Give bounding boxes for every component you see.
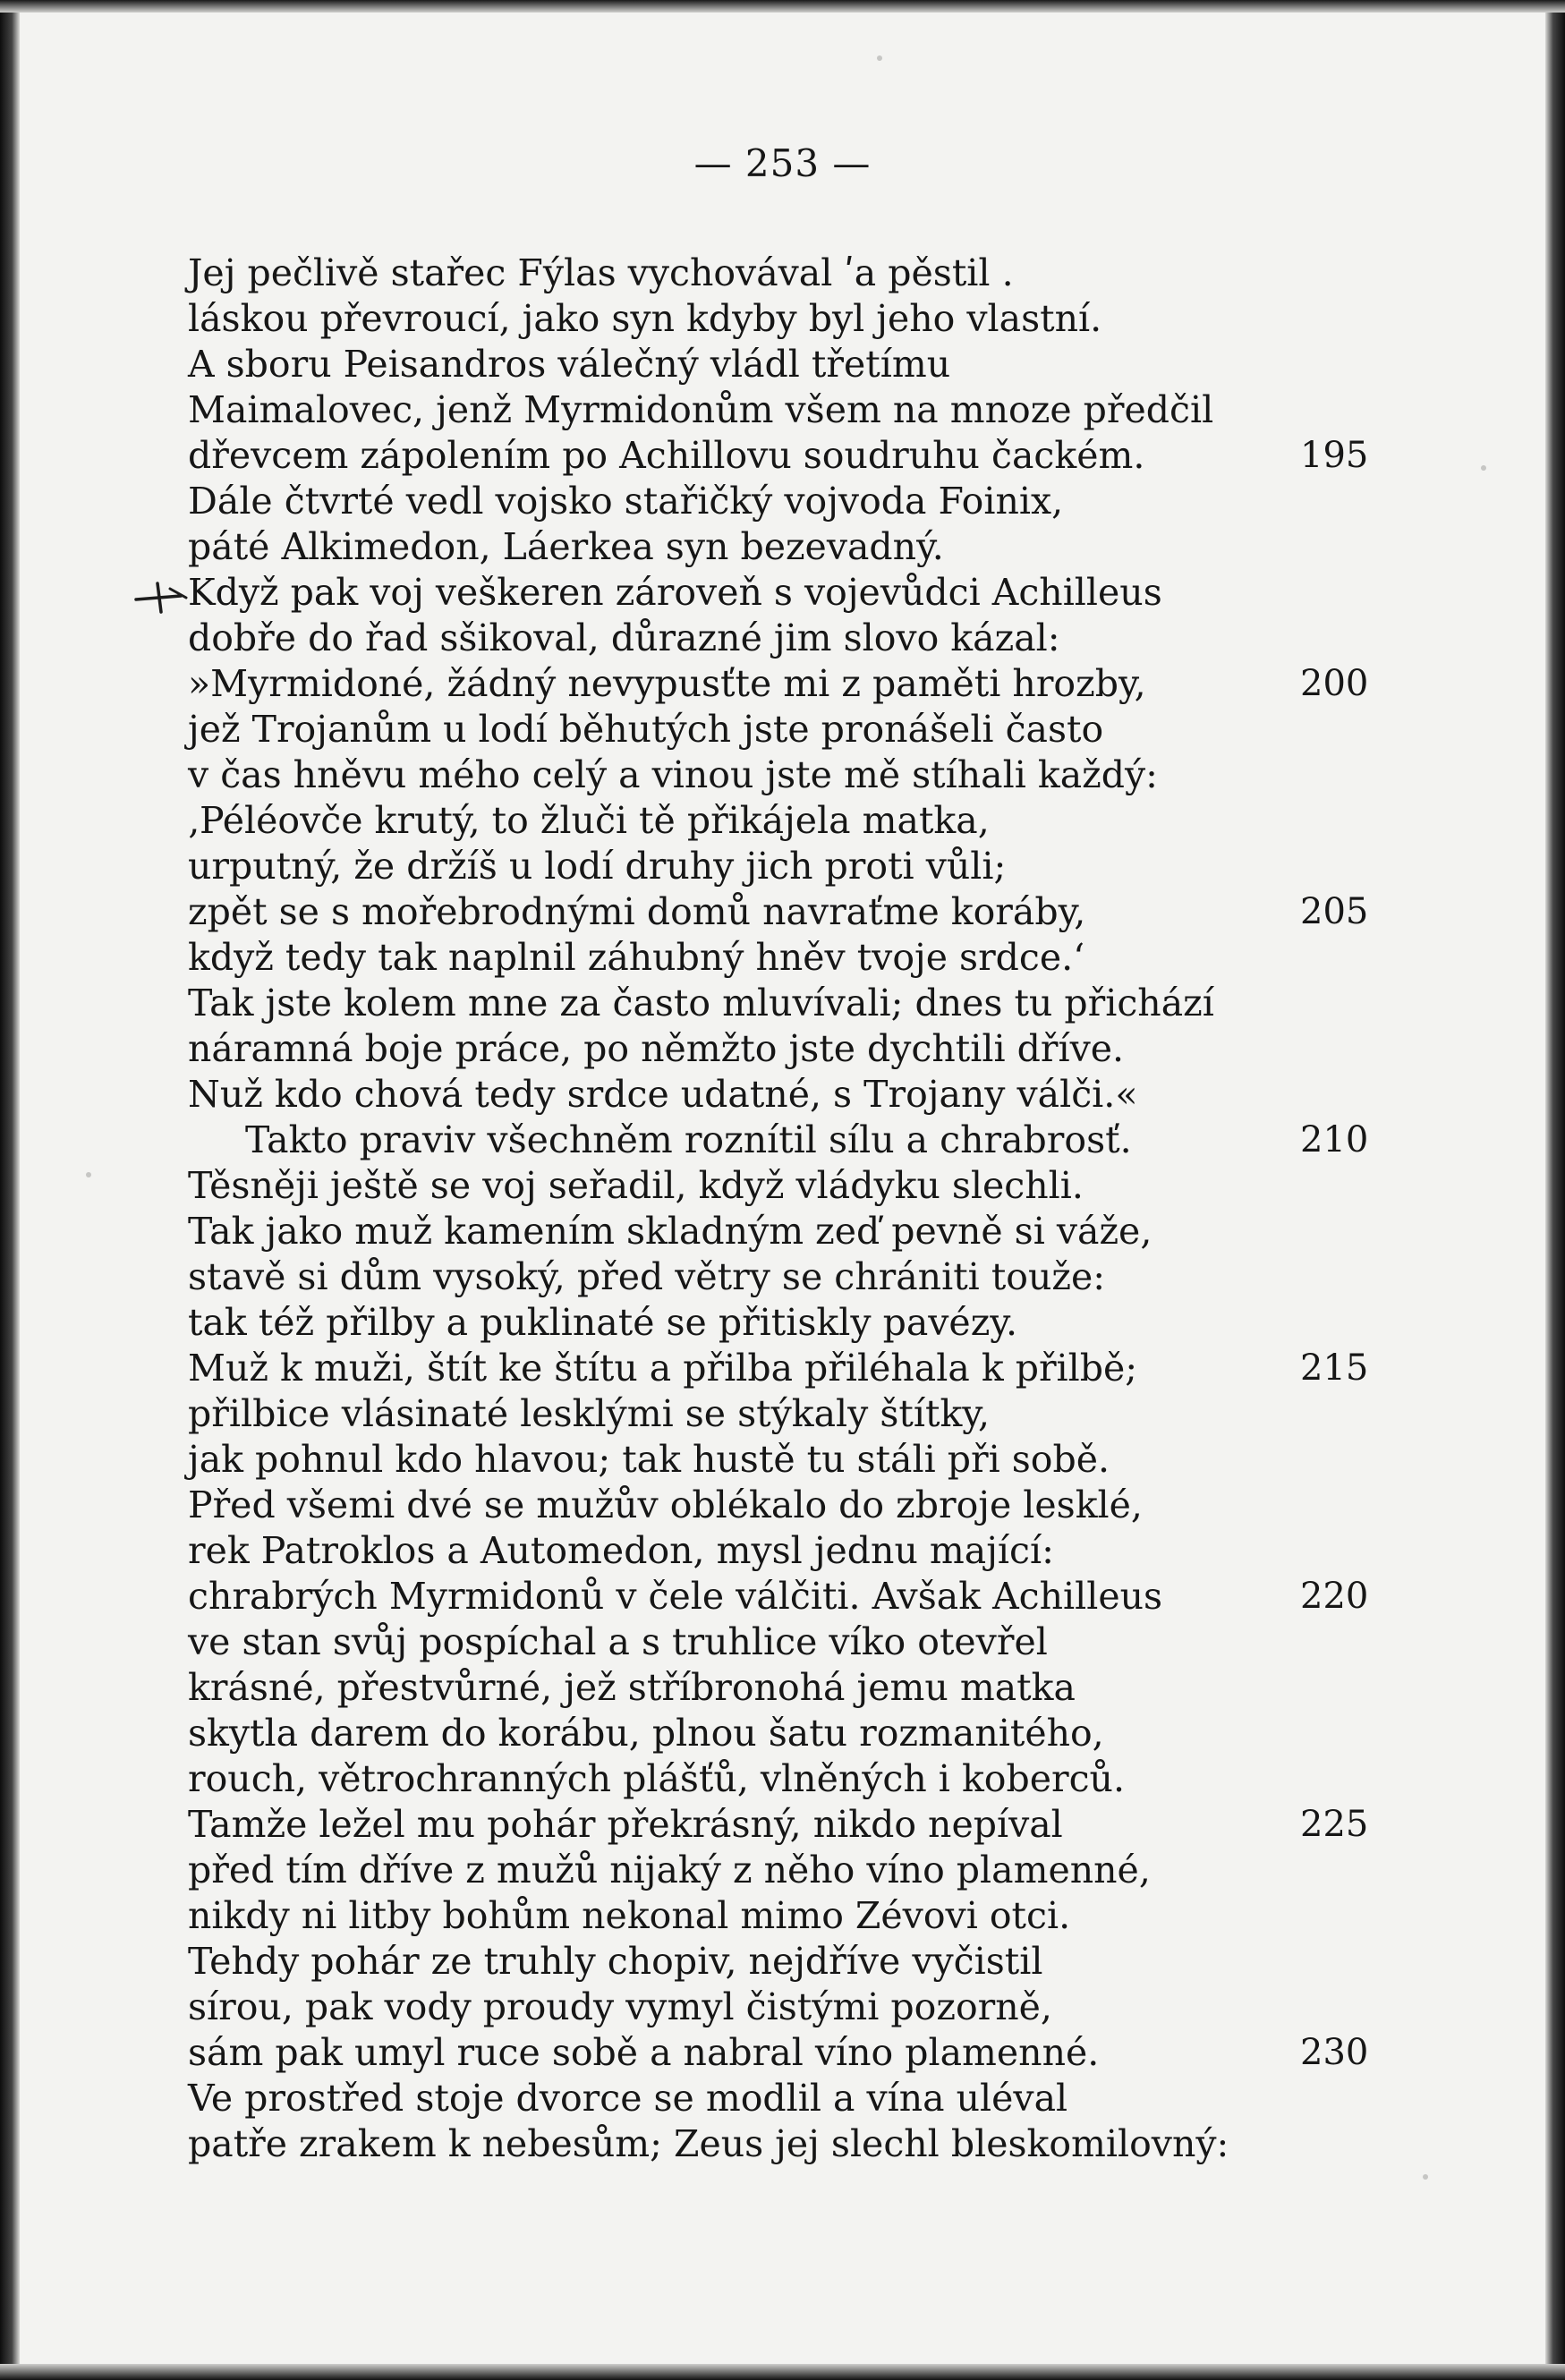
verse-line: [188, 661, 1378, 707]
verse-line: [188, 844, 1378, 889]
verse-line: [188, 889, 1378, 935]
verse-text: v čas hněvu mého celý a vinou jste mě stíhali každý:: [188, 753, 1158, 796]
verse-line: [188, 798, 1378, 844]
verse-line: [188, 1985, 1378, 2030]
verse-line: [188, 2030, 1378, 2076]
verse-text: A sboru Peisandros válečný vládl třetímu: [188, 343, 951, 386]
line-number: 225: [1300, 1804, 1369, 1845]
verse-text: Takto praviv všechněm roznítil sílu a chrabrosť.: [245, 1118, 1132, 1161]
verse-line: [188, 2121, 1378, 2167]
verse-text: chrabrých Myrmidonů v čele válčiti. Avšak Achilleus: [188, 1575, 1163, 1618]
verse-line: [188, 1437, 1378, 1483]
verse-line: [188, 479, 1378, 524]
verse-text: urputný, že držíš u lodí druhy jich proti vůli;: [188, 845, 1007, 888]
verse-line: [188, 1163, 1378, 1209]
verse-line: [188, 1072, 1378, 1118]
poem-text: [188, 251, 1378, 2167]
verse-text: jež Trojanům u lodí běhutých jste pronášeli často: [188, 708, 1104, 751]
handwritten-margin-mark-icon: [134, 576, 191, 616]
verse-line: [188, 1756, 1378, 1802]
verse-text: jak pohnul kdo hlavou; tak hustě tu stáli při sobě.: [188, 1438, 1110, 1481]
line-number: 200: [1300, 663, 1369, 704]
verse-text: sám pak umyl ruce sobě a nabral víno plamenné.: [188, 2031, 1100, 2074]
scan-border-top: [0, 0, 1565, 13]
verse-text: skytla darem do korábu, plnou šatu rozmanitého,: [188, 1712, 1104, 1755]
line-number: 230: [1300, 2032, 1369, 2073]
verse-text: Když pak voj veškeren zároveň s vojevůdci Achilleus: [188, 571, 1162, 614]
verse-text: »Myrmidoné, žádný nevypusťte mi z paměti hrozby,: [188, 662, 1146, 705]
verse-text: před tím dříve z mužů nijaký z něho víno plamenné,: [188, 1849, 1151, 1891]
verse-line: [188, 1300, 1378, 1346]
verse-line: [188, 1619, 1378, 1665]
line-number: 195: [1300, 435, 1369, 476]
verse-text: Maimalovec, jenž Myrmidonům všem na mnoze předčil: [188, 388, 1214, 431]
verse-text: patře zrakem k nebesům; Zeus jej slechl bleskomilovný:: [188, 2122, 1229, 2165]
verse-line: [188, 1209, 1378, 1254]
verse-text: Tamže ležel mu pohár překrásný, nikdo nepíval: [188, 1803, 1063, 1846]
verse-line: [188, 707, 1378, 752]
verse-text: dřevcem zápolením po Achillovu soudruhu čackém.: [188, 434, 1145, 477]
verse-text: ve stan svůj pospíchal a s truhlice víko otevřel: [188, 1620, 1048, 1663]
verse-text: krásné, přestvůrné, jež stříbronohá jemu matka: [188, 1666, 1076, 1709]
scan-border-left: [0, 0, 20, 2380]
line-number: 215: [1300, 1347, 1369, 1389]
verse-text: Ve prostřed stoje dvorce se modlil a vína uléval: [188, 2077, 1068, 2120]
verse-line: [188, 524, 1378, 570]
verse-line: [188, 1665, 1378, 1711]
verse-line: [188, 1483, 1378, 1528]
verse-line: [188, 1802, 1378, 1848]
verse-text: Jej pečlivě stařec Fýlas vychovával ʹa pěstil .: [188, 251, 1014, 294]
page-number: — 253 —: [693, 141, 872, 185]
verse-text: když tedy tak naplnil záhubný hněv tvoje srdce.‘: [188, 936, 1085, 979]
paper-speck: [1423, 2174, 1428, 2180]
verse-line: [188, 1346, 1378, 1391]
verse-line: [188, 935, 1378, 981]
verse-text: sírou, pak vody proudy vymyl čistými pozorně,: [188, 1985, 1052, 2028]
verse-line: [188, 1528, 1378, 1574]
verse-line: [188, 342, 1378, 387]
verse-text: Tehdy pohár ze truhly chopiv, nejdříve vyčistil: [188, 1940, 1043, 1983]
verse-text: Těsněji ještě se voj seřadil, když vládyku slechli.: [188, 1164, 1084, 1207]
verse-line: [188, 1118, 1378, 1163]
verse-text: přilbice vlásinaté lesklými se stýkaly štítky,: [188, 1392, 991, 1435]
verse-text: Tak jste kolem mne za často mluvívali; dnes tu přichází: [188, 982, 1214, 1024]
verse-line: [188, 1893, 1378, 1939]
scan-border-bottom: [0, 2364, 1565, 2380]
verse-line: [188, 251, 1378, 296]
verse-line: [188, 1939, 1378, 1985]
verse-line: [188, 1026, 1378, 1072]
paper-speck: [86, 1172, 91, 1177]
verse-text: dobře do řad sšikoval, důrazné jim slovo kázal:: [188, 616, 1060, 659]
verse-line: [188, 296, 1378, 342]
paper-speck: [877, 55, 882, 61]
verse-text: rek Patroklos a Automedon, mysl jednu mající:: [188, 1529, 1054, 1572]
verse-line: [188, 616, 1378, 661]
verse-line: [188, 433, 1378, 479]
verse-text: páté Alkimedon, Láerkea syn bezevadný.: [188, 525, 944, 568]
verse-text: Před všemi dvé se mužův oblékalo do zbroje lesklé,: [188, 1483, 1143, 1526]
verse-text: Muž k muži, štít ke štítu a přilba přiléhala k přilbě;: [188, 1347, 1138, 1390]
verse-text: ‚Péléovče krutý, to žluči tě přikájela matka,: [188, 799, 990, 842]
verse-text: nikdy ni litby bohům nekonal mimo Zévovi otci.: [188, 1894, 1071, 1937]
verse-text: stavě si dům vysoký, před větry se chrániti touže:: [188, 1255, 1106, 1298]
line-number: 210: [1300, 1119, 1369, 1160]
verse-line: [188, 1254, 1378, 1300]
verse-text: rouch, větrochranných plášťů, vlněných i koberců.: [188, 1757, 1125, 1800]
verse-line: [188, 1574, 1378, 1619]
line-number: 220: [1300, 1576, 1369, 1617]
line-number: 205: [1300, 891, 1369, 932]
verse-line: [188, 1391, 1378, 1437]
verse-line: [188, 570, 1378, 616]
verse-text: láskou převroucí, jako syn kdyby byl jeho vlastní.: [188, 297, 1102, 340]
scan-border-right: [1545, 0, 1565, 2380]
verse-line: [188, 752, 1378, 798]
verse-text: zpět se s mořebrodnými domů navraťme koráby,: [188, 890, 1086, 933]
verse-line: [188, 1848, 1378, 1893]
verse-line: [188, 2076, 1378, 2121]
verse-line: [188, 1711, 1378, 1756]
verse-text: Dále čtvrté vedl vojsko stařičký vojvoda Foinix,: [188, 480, 1064, 523]
verse-text: Tak jako muž kamením skladným zeď pevně si váže,: [188, 1210, 1152, 1253]
verse-text: tak též přilby a puklinaté se přitiskly pavézy.: [188, 1301, 1018, 1344]
paper-speck: [1481, 465, 1486, 471]
verse-line: [188, 387, 1378, 433]
verse-text: náramná boje práce, po němžto jste dychtili dříve.: [188, 1027, 1125, 1070]
verse-text: Nuž kdo chová tedy srdce udatné, s Trojany válči.«: [188, 1073, 1138, 1116]
verse-line: [188, 981, 1378, 1026]
